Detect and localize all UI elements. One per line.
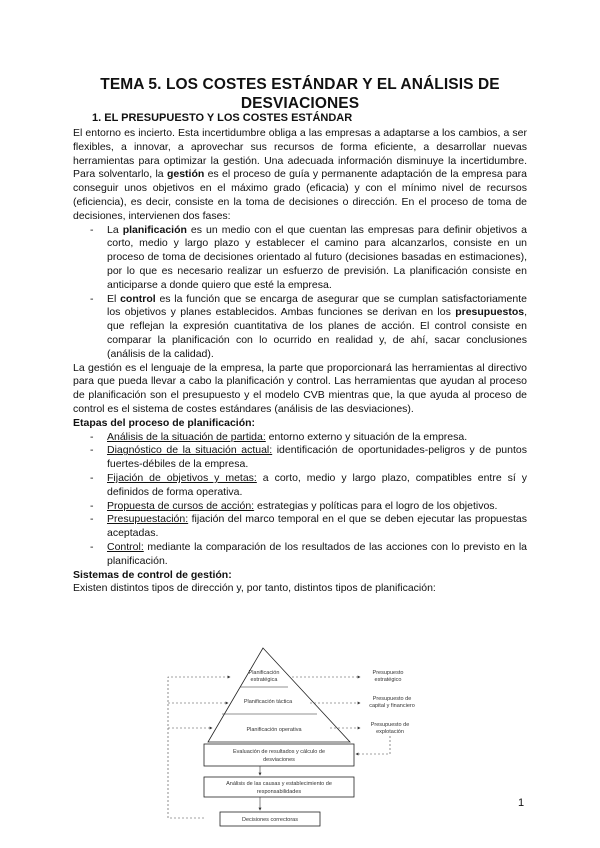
etapas-list	[73, 431, 527, 569]
management-paragraph: La gestión es el lenguaje de la empresa, la parte que proporcionará las herramientas al directivo para que pueda llevar a cabo la planificación y control. Las herramientas que ayudan al proceso de planificación son el presupuesto y el modelo CVB mientras que, la que ayuda al proceso de control es el sistema de costes estándares (análisis de las desviaciones).	[73, 361, 527, 415]
list-item: - Diagnóstico de la situación actual: identificación de oportunidades-peligros y de puntos fuertes-débiles de la empresa.	[90, 444, 527, 471]
bold-term: presupuestos	[455, 306, 525, 319]
text-span: El	[107, 292, 121, 305]
budget-label: Presupuesto de	[370, 722, 410, 728]
list-item: - El control es la función que se encarga de asegurar que se cumplan satisfactoriamente los objetivos y planes establecidos. Ambas funciones se derivan en los presupuestos, que reflejan la expresión cuantitativa de los planes de acción. El control consiste en comparar la planificación con lo ocurrido en realidad y, de ahí, sacar conclusiones (análisis de la calidad).	[90, 292, 527, 360]
pyramid-base-label: Planificación operativa	[246, 727, 302, 733]
description: mediante la comparación de los resultados de las acciones con lo previsto en la planificación.	[107, 540, 527, 567]
list-item: - Propuesta de cursos de acción: estrategias y políticas para el logro de los objetivos.	[90, 499, 498, 512]
etapas-heading: Etapas del proceso de planificación:	[73, 416, 256, 429]
intro-paragraph	[73, 127, 527, 224]
description: fijación del marco temporal en el que se deben ejecutar las propuestas aceptadas.	[107, 513, 527, 540]
text-span: es la función que se encarga de asegurar que se cumplan satisfactoriamente los objetivos y planes establecidos. Ambas funciones se derivan en los	[107, 292, 527, 319]
list-item: - Análisis de la situación de partida: entorno externo y situación de la empresa.	[90, 430, 468, 443]
budget-label: Presupuesto de	[372, 696, 412, 702]
causes-label: Análisis de las causas y establecimiento de	[226, 781, 332, 787]
budget-label: capital y financiero	[369, 703, 415, 709]
description: entorno externo y situación de la empresa.	[265, 430, 468, 443]
description: estrategias y políticas para el logro de los objetivos.	[254, 499, 498, 512]
document-title: TEMA 5. LOS COSTES ESTÁNDAR Y EL ANÁLISIS DE DESVIACIONES	[100, 76, 500, 112]
pyramid-mid-label: Planificación táctica	[243, 699, 293, 705]
text-span: La	[107, 223, 123, 236]
term: Análisis de la situación de partida:	[107, 430, 266, 443]
term: Presupuestación:	[107, 513, 189, 526]
text-span: es un medio con el que cuentan las empresas para definir objetivos a corto, medio y largo plazo y establecer el camino para alcanzarlos, consiste en un proceso de toma de decisiones orientado al futuro (decisiones basadas en estimaciones), por lo que es necesario realizar un esfuerzo de previsión. La planificación consiste en anticiparse a donde quiero que esté la empresa.	[107, 223, 527, 291]
term: Propuesta de cursos de acción:	[107, 499, 255, 512]
text-span: es el proceso de guía y permanente adaptación de la empresa para conseguir unos objetivos en el máximo grado (eficacia) y con el mínimo nivel de recursos (eficiencia), es decir, consiste en la toma de decisiones o dirección. En el proceso de toma de decisiones, intervienen dos fases:	[73, 168, 527, 222]
sistemas-heading: Sistemas de control de gestión:	[73, 568, 232, 581]
description: a corto, medio y largo plazo, compatibles entre sí y definidos de forma operativa.	[107, 471, 527, 498]
text-span: El entorno es incierto. Esta incertidumbre obliga a las empresas a adaptarse a los cambios, a ser flexibles, a innovar, a aprovechar sus recursos de forma eficiente, a desarrollar nuevas herramientas para optimizar la gestión. Una adecuada información disminuye la incertidumbre. Para solventarlo, la	[73, 127, 527, 181]
list-item: - La planificación es un medio con el que cuentan las empresas para definir objetivos a corto, medio y largo plazo y establecer el camino para alcanzarlos, consiste en un proceso de toma de decisiones orientado al futuro (decisiones basadas en estimaciones), por lo que es necesario realizar un esfuerzo de previsión. La planificación consiste en anticiparse a donde quiero que esté la empresa.	[90, 223, 527, 291]
evaluation-label: desviaciones	[263, 757, 295, 763]
sistemas-text: Existen distintos tipos de dirección y, por tanto, distintos tipos de planificación:	[73, 582, 436, 595]
budget-label: estratégico	[374, 677, 402, 683]
budget-arrow	[356, 736, 390, 754]
bold-term: planificación	[122, 223, 187, 236]
term: Control:	[107, 540, 144, 553]
section-heading: 1. EL PRESUPUESTO Y LOS COSTES ESTÁNDAR	[92, 112, 353, 124]
page-number: 1	[518, 797, 525, 809]
document-body	[73, 127, 527, 596]
planning-control-diagram	[160, 640, 450, 832]
list-item: - Fijación de objetivos y metas: a corto, medio y largo plazo, compatibles entre sí y definidos de forma operativa.	[90, 471, 527, 498]
phases-list	[73, 224, 527, 362]
list-item: - Control: mediante la comparación de los resultados de las acciones con lo previsto en la planificación.	[90, 540, 527, 567]
bold-term: gestión	[166, 168, 205, 181]
decisions-label: Decisiones correctoras	[242, 817, 298, 823]
term: Diagnóstico de la situación actual:	[107, 444, 273, 457]
text-span: , que reflejan la expresión cuantitativa de los planes de acción. El control consiste en comparar la planificación con lo ocurrido en realidad y, de ahí, sacar conclusiones (análisis de la calidad).	[107, 306, 527, 360]
term: Fijación de objetivos y metas:	[107, 471, 257, 484]
causes-label: responsabilidades	[256, 789, 302, 795]
description: identificación de oportunidades-peligros y de puntos fuertes-débiles de la empresa.	[107, 444, 527, 471]
bold-term: control	[120, 292, 156, 305]
evaluation-label: Evaluación de resultados y cálculo de	[232, 749, 326, 755]
pyramid-top-label: estratégica	[250, 677, 278, 683]
budget-label: Presupuesto	[372, 670, 404, 676]
list-item: - Presupuestación: fijación del marco temporal en el que se deben ejecutar las propuestas aceptadas.	[90, 513, 527, 540]
pyramid-top-label: Planificación	[248, 670, 280, 676]
budget-label: explotación	[376, 729, 404, 735]
